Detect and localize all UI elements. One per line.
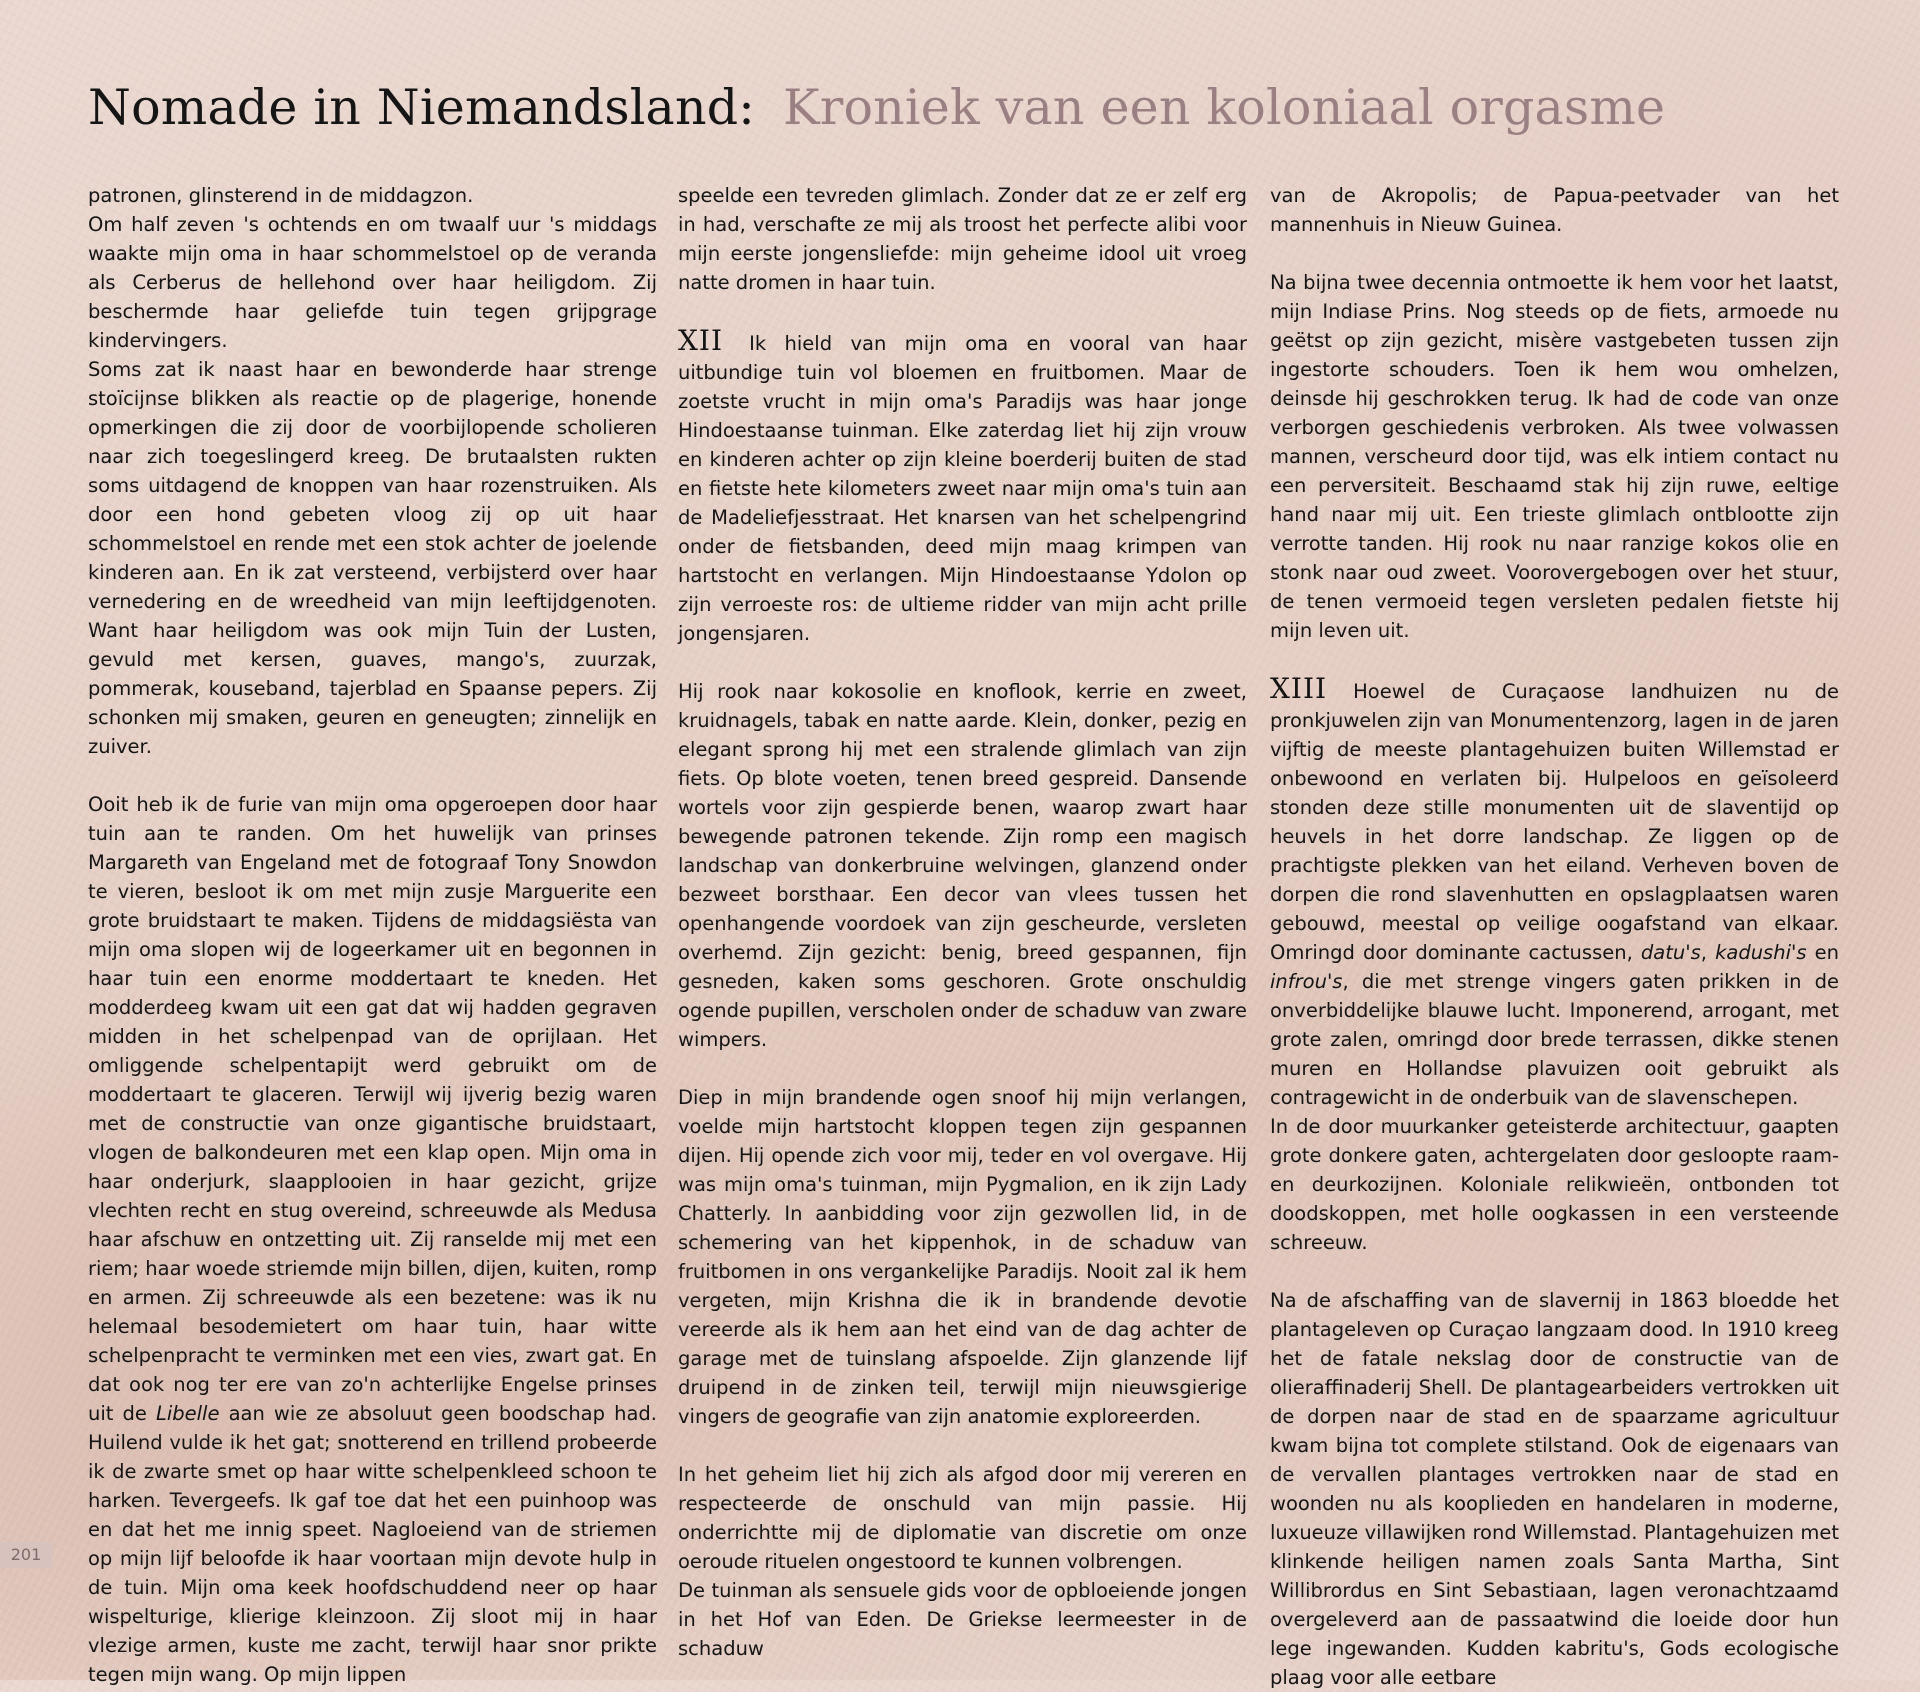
paragraph: De tuinman als sensuele gids voor de opbloeiende jongen in het Hof van Eden. De Griekse leermeester in de schaduw (678, 1579, 1247, 1660)
title-subtitle: Kroniek van een koloniaal orgasme (783, 79, 1666, 136)
paragraph: In het geheim liet hij zich als afgod door mij vereren en respecteerde de onschuld van mijn passie. Hij onderrichtte mij de diplomatie van discretie om onze oeroude rituelen ongestoord te kunnen volbrengen. (678, 1463, 1247, 1573)
paragraph-text: Ik hield van mijn oma en vooral van haar uitbundige tuin vol bloemen en fruitbomen. Maar de zoetste vrucht in mijn oma's Paradijs was haar jonge Hindoestaanse tuinman. Elke zaterdag liet hij zijn vrouw en kinderen achter op zijn kleine boerderij buiten de stad en fietste hete kilometers zweet naar mijn oma's tuin aan de Madeliefjesstraat. Het knarsen van het schelpengrind onder de fietsbanden, deed mijn maag krimpen van hartstocht en verlangen. Mijn Hindoestaanse Ydolon op zijn verroeste ros: de ultieme ridder van mijn acht prille jongensjaren. (678, 332, 1247, 645)
plant-name: infrou's (1270, 970, 1343, 993)
chapter-number: XII (678, 324, 724, 357)
page-number: 201 (0, 1542, 52, 1568)
plant-name: kadushi's (1715, 941, 1807, 964)
paragraph-text: , die met strenge vingers gaten prikken in de onverbiddelijke blauwe lucht. Imponerend, arrogant, met grote zalen, omringd door brede terrassen, dikke stenen muren en Hollandse plavuizen ooit gebruikt als contragewicht in de onderbuik van de slavenschepen. (1270, 970, 1839, 1109)
separator: , (1700, 941, 1716, 964)
text-column-1 (88, 181, 657, 1689)
title-main: Nomade in Niemandsland: (88, 79, 756, 136)
text-column-3 (1270, 181, 1839, 1692)
page-title (88, 78, 1665, 138)
conjunction: en (1806, 941, 1839, 964)
paragraph: Om half zeven 's ochtends en om twaalf uur 's middags waakte mijn oma in haar schommelstoel op de veranda als Cerberus de hellehond over haar heiligdom. Zij beschermde haar geliefde tuin tegen grijpgrage kindervingers. (88, 213, 657, 352)
paragraph: Na de afschaffing van de slavernij in 1863 bloedde het plantageleven op Curaçao langzaam dood. In 1910 kreeg het de fatale nekslag door de constructie van de olieraffinaderij Shell. De plantagearbeiders vertrokken uit de dorpen naar de stad en de spaarzame agricultuur kwam bijna tot complete stilstand. Ook de eigenaars van de vervallen plantages vertrokken naar de stad en woonden nu als kooplieden en handelaren in moderne, luxueuze villawijken rond Willemstad. Plantagehuizen met klinkende heiligen namen zoals Santa Martha, Sint Willibrordus en Sint Sebastiaan, lagen veronachtzaamd overgeleverd aan de passaatwind die loeide door hun lege ingewanden. Kudden kabritu's, Gods ecologische plaag voor alle eetbare (1270, 1289, 1839, 1689)
paragraph-text: aan wie ze absoluut geen boodschap had. Huilend vulde ik het gat; snotterend en trillend probeerde ik de zwarte smet op haar witte schelpenkleed schoon te harken. Tevergeefs. Ik gaf toe dat het een puinhoop was en dat het me innig speet. Nagloeiend van de striemen op mijn lijf beloofde ik haar voortaan mijn devote hulp in de tuin. Mijn oma keek hoofdschuddend neer op haar wispelturige, klierige kleinzoon. Zij sloot mij in haar vlezige armen, kuste me zacht, terwijl haar snor prikte tegen mijn wang. Op mijn lippen (88, 1402, 657, 1686)
paragraph-text: Hoewel de Curaçaose landhuizen nu de pronkjuwelen zijn van Monumentenzorg, lagen in de jaren vijftig de meeste plantagehuizen buiten Willemstad er onbewoond en verlaten bij. Hulpeloos en geïsoleerd stonden deze stille monumenten uit de slaventijd op heuvels in het dorre landschap. Ze liggen op de prachtigste plekken van het eiland. Verheven boven de dorpen die rond slavenhutten en opslagplaatsen waren gebouwd, meestal op veilige oogafstand van elkaar. Omringd door dominante cactussen, (1270, 680, 1839, 964)
paragraph-text: Ooit heb ik de furie van mijn oma opgeroepen door haar tuin aan te randen. Om het huwelijk van prinses Margareth van Engeland met de fotograaf Tony Snowdon te vieren, besloot ik om met mijn zusje Marguerite een grote bruidstaart te maken. Tijdens de middagsiësta van mijn oma slopen wij de logeerkamer uit en begonnen in haar tuin een enorme moddertaart te kneden. Het modderdeeg kwam uit een gat dat wij hadden gegraven midden in het schelpenpad van de oprijlaan. Het omliggende schelpentapijt werd gebruikt om de moddertaart te glaceren. Terwijl wij ijverig bezig waren met de constructie van onze gigantische bruidstaart, vlogen de balkondeuren met een klap open. Mijn oma in haar onderjurk, slaapplooien in haar gezicht, grijze vlechten recht en stug overeind, schreeuwde als Medusa haar afschuw en ontzetting uit. Zij ranselde mij met een riem; haar woede striemde mijn billen, dijen, kuiten, romp en armen. Zij schreeuwde als een bezetene: was ik nu helemaal besodemietert om haar tuin, haar witte schelpenpracht te verminken met een vies, zwart gat. En dat ook nog ter ere van zo'n achterlijke Engelse prinses uit de (88, 793, 657, 1425)
paragraph: Hij rook naar kokosolie en knoflook, kerrie en zweet, kruidnagels, tabak en natte aarde. Klein, donker, pezig en elegant sprong hij met een stralende glimlach van zijn fiets. Op blote voeten, tenen breed gespreid. Dansende wortels voor zijn gespierde benen, waarop zwart haar bewegende patronen tekende. Zijn romp een magisch landschap van donkerbruine welvingen, glanzend onder bezweet borsthaar. Een decor van vlees tussen het openhangende voordoek van zijn gescheurde, versleten overhemd. Zijn gezicht: benig, breed gespannen, fijn gesneden, kaken soms geschoren. Grote onschuldig ogende pupillen, verscholen onder de schaduw van zware wimpers. (678, 680, 1247, 1051)
paragraph: Na bijna twee decennia ontmoette ik hem voor het laatst, mijn Indiase Prins. Nog steeds op de fiets, armoede nu geëtst op zijn gezicht, misère vastgebeten tussen zijn ingestorte schouders. Toen ik hem wou omhelzen, deinsde hij geschrokken terug. Ik had de code van onze verborgen geschiedenis verbroken. Als twee volwassen mannen, verscheurd door tijd, was elk intiem contact nu een perversiteit. Beschaamd stak hij zijn ruwe, eeltige hand naar mij uit. Een trieste glimlach ontblootte zijn verrotte tanden. Hij rook nu naar ranzige kokos olie en stonk naar oud zweet. Voorovergebogen over het stuur, de tenen vermoeid tegen versleten pedalen fietste hij mijn leven uit. (1270, 271, 1839, 642)
paragraph (1270, 674, 1839, 1112)
paragraph: In de door muurkanker geteisterde architectuur, gaapten grote donkere gaten, achtergelaten door gesloopte raam- en deurkozijnen. Koloniale relikwieën, ontbonden tot doodskoppen, met holle oogkassen in een versteende schreeuw. (1270, 1115, 1839, 1254)
paragraph: Diep in mijn brandende ogen snoof hij mijn verlangen, voelde mijn hartstocht kloppen tegen zijn gespannen dijen. Hij opende zich voor mij, teder en vol overgave. Hij was mijn oma's tuinman, mijn Pygmalion, en ik zijn Lady Chatterly. In aanbidding voor zijn gezwollen lid, in de schemering van het kippenhok, in de schaduw van fruitbomen in ons vergankelijke Paradijs. Nooit zal ik hem vergeten, mijn Krishna die ik in brandende devotie vereerde als ik hem aan het eind van de dag achter de garage met de tuinslang afspoelde. Zijn glanzende lijf druipend in de zinken teil, terwijl mijn nieuwsgierige vingers de geografie van zijn anatomie exploreerden. (678, 1086, 1247, 1428)
paragraph: speelde een tevreden glimlach. Zonder dat ze er zelf erg in had, verschafte ze mij als troost het perfecte alibi voor mijn eerste jongensliefde: mijn geheime idool uit vroeg natte dromen in haar tuin. (678, 184, 1247, 294)
magazine-title: Libelle (155, 1402, 220, 1425)
paragraph (678, 326, 1247, 648)
paragraph (88, 790, 657, 1689)
plant-name: datu's (1640, 941, 1701, 964)
paragraph: van de Akropolis; de Papua-peetvader van het mannenhuis in Nieuw Guinea. (1270, 184, 1839, 236)
paragraph: Soms zat ik naast haar en bewonderde haar strenge stoïcijnse blikken als reactie op de plagerige, honende opmerkingen die zij door de voorbijlopende scholieren naar zich toegeslingerd kreeg. De brutaalsten rukten soms uitdagend de knoppen van haar rozenstruiken. Als door een hond gebeten vloog zij op uit haar schommelstoel en rende met een stok achter de joelende kinderen aan. En ik zat versteend, verbijsterd over haar vernedering en de wreedheid van mijn leeftijdgenoten. Want haar heiligdom was ook mijn Tuin der Lusten, gevuld met kersen, guaves, mango's, zuurzak, pommerak, kouseband, tajerblad en Spaanse pepers. Zij schonken mij smaken, geuren en geneugten; zinnelijk en zuiver. (88, 358, 657, 758)
paragraph: patronen, glinsterend in de middagzon. (88, 184, 474, 207)
chapter-number: XIII (1270, 672, 1328, 705)
text-column-2 (678, 181, 1247, 1663)
